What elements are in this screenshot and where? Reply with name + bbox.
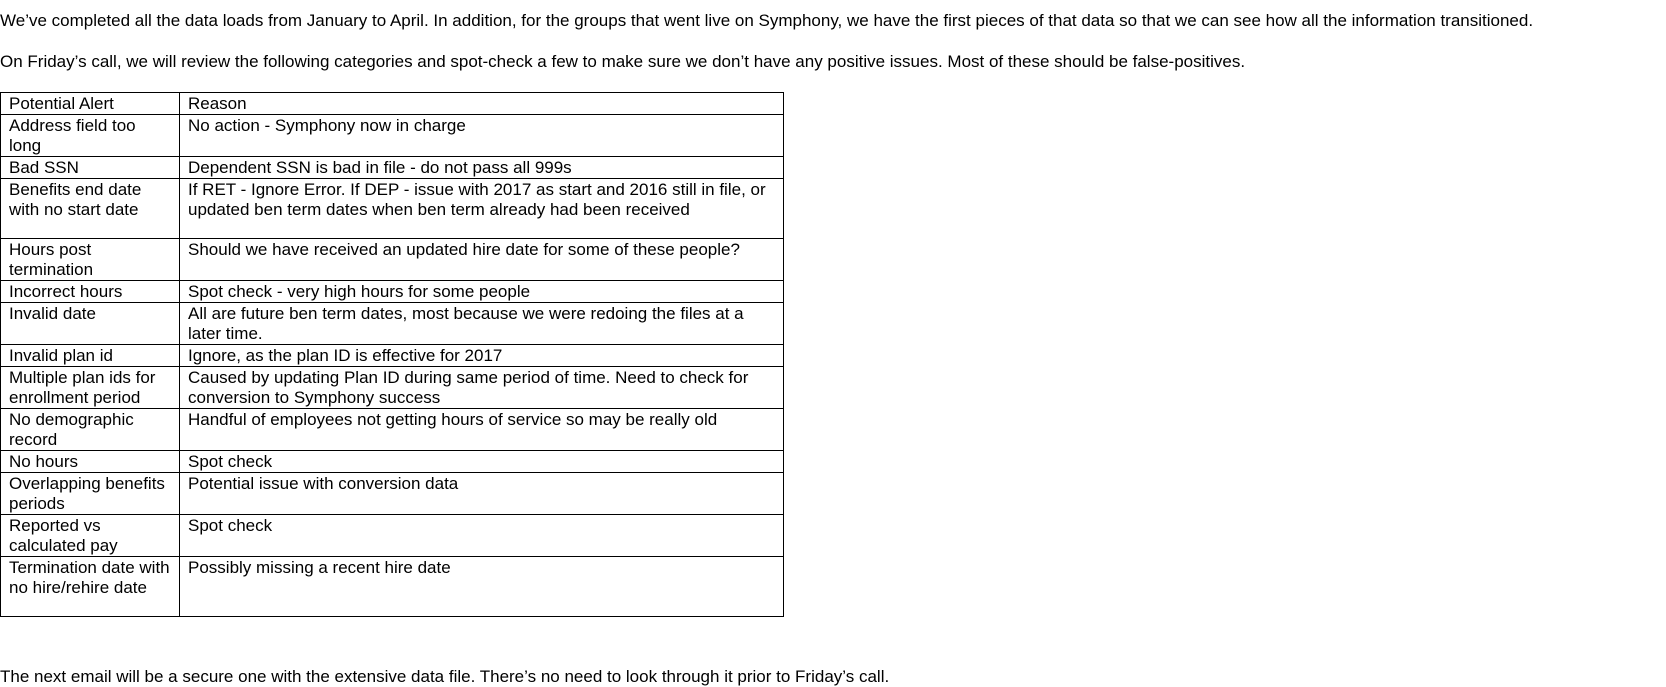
alert-cell: Reported vs calculated pay bbox=[1, 515, 180, 557]
table-row bbox=[1, 303, 784, 345]
alert-cell: Overlapping benefits periods bbox=[1, 473, 180, 515]
reason-cell: No action - Symphony now in charge bbox=[180, 115, 784, 157]
reason-cell: Potential issue with conversion data bbox=[180, 473, 784, 515]
reason-cell: Caused by updating Plan ID during same period of time. Need to check for conversion to Symphony success bbox=[180, 367, 784, 409]
reason-cell: All are future ben term dates, most because we were redoing the files at a later time. bbox=[180, 303, 784, 345]
reason-cell: Spot check bbox=[180, 451, 784, 473]
alert-cell: Termination date with no hire/rehire date bbox=[1, 557, 180, 617]
alert-cell: Multiple plan ids for enrollment period bbox=[1, 367, 180, 409]
table-row bbox=[1, 451, 784, 473]
reason-cell: If RET - Ignore Error. If DEP - issue with 2017 as start and 2016 still in file, or updated ben term dates when ben term already had been received bbox=[180, 179, 784, 239]
alert-cell: Invalid plan id bbox=[1, 345, 180, 367]
reason-cell: Possibly missing a recent hire date bbox=[180, 557, 784, 617]
alert-cell: Address field too long bbox=[1, 115, 180, 157]
reason-cell: Ignore, as the plan ID is effective for 2017 bbox=[180, 345, 784, 367]
table-row bbox=[1, 473, 784, 515]
table-row bbox=[1, 239, 784, 281]
alert-cell: Incorrect hours bbox=[1, 281, 180, 303]
table-row bbox=[1, 179, 784, 239]
table-row bbox=[1, 367, 784, 409]
reason-cell: Should we have received an updated hire date for some of these people? bbox=[180, 239, 784, 281]
alert-cell: No demographic record bbox=[1, 409, 180, 451]
reason-cell: Handful of employees not getting hours of service so may be really old bbox=[180, 409, 784, 451]
review-paragraph: On Friday’s call, we will review the following categories and spot-check a few to make sure we don’t have any positive issues. Most of these should be false-positives. bbox=[0, 52, 1246, 71]
table-row bbox=[1, 557, 784, 617]
alert-cell: Benefits end date with no start date bbox=[1, 179, 180, 239]
header-reason: Reason bbox=[180, 93, 784, 115]
alert-cell: No hours bbox=[1, 451, 180, 473]
intro-paragraph: We’ve completed all the data loads from January to April. In addition, for the groups that went live on Symphony, we have the first pieces of that data so that we can see how all the information transitioned. bbox=[0, 11, 1534, 30]
table-row bbox=[1, 115, 784, 157]
reason-cell: Dependent SSN is bad in file - do not pass all 999s bbox=[180, 157, 784, 179]
alert-cell: Hours post termination bbox=[1, 239, 180, 281]
reason-cell: Spot check - very high hours for some people bbox=[180, 281, 784, 303]
alert-cell: Invalid date bbox=[1, 303, 180, 345]
table-row bbox=[1, 409, 784, 451]
alert-cell: Bad SSN bbox=[1, 157, 180, 179]
header-potential-alert: Potential Alert bbox=[1, 93, 180, 115]
table-row bbox=[1, 345, 784, 367]
alerts-table bbox=[0, 92, 784, 617]
closing-paragraph: The next email will be a secure one with the extensive data file. There’s no need to look through it prior to Friday’s call. bbox=[0, 667, 890, 686]
table-row bbox=[1, 515, 784, 557]
table-header-row bbox=[1, 93, 784, 115]
reason-cell: Spot check bbox=[180, 515, 784, 557]
table-row bbox=[1, 281, 784, 303]
table-row bbox=[1, 157, 784, 179]
